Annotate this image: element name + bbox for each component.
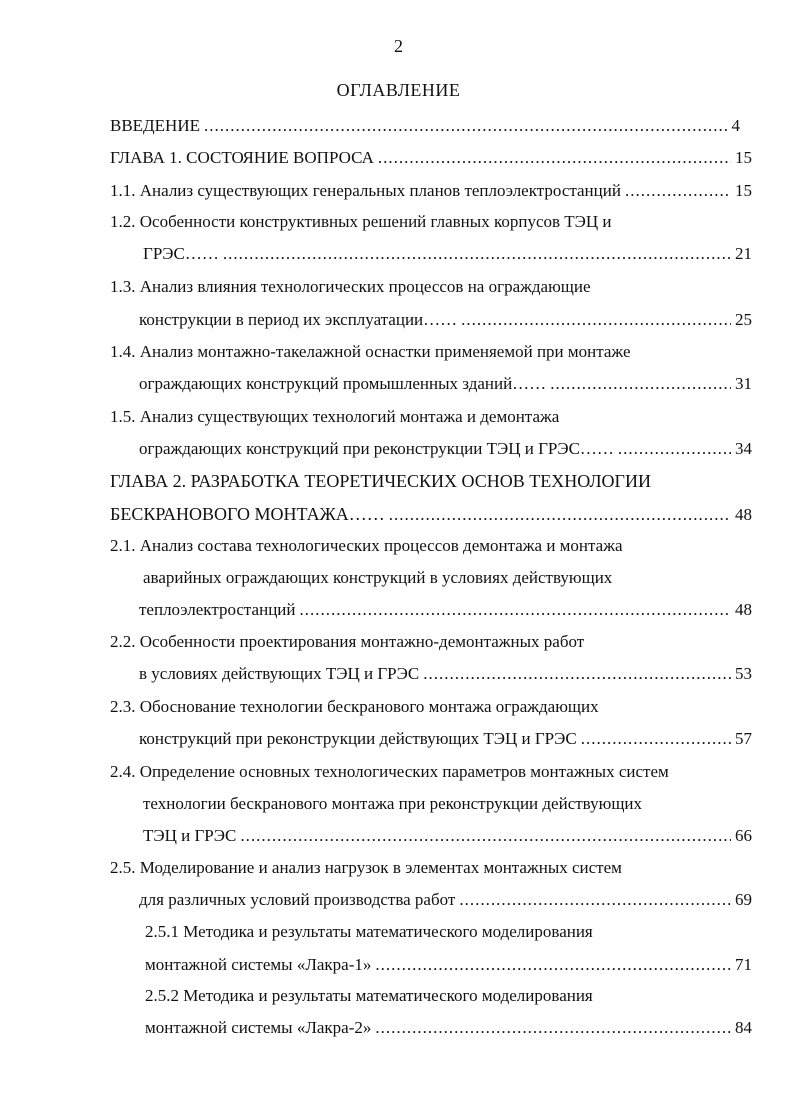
toc-entry-2-1-line2[interactable]: аварийных ограждающих конструкций в условиях действующих: [143, 568, 613, 587]
toc-entry-page: 71: [735, 955, 752, 974]
toc-entry-1-4-line1[interactable]: 1.4. Анализ монтажно-такелажной оснастки применяемой при монтаже: [110, 342, 631, 361]
dot-leader: [223, 242, 731, 266]
toc-entry-page: 15: [735, 148, 752, 167]
toc-entry-page: 57: [735, 729, 752, 748]
toc-entry-text: ВВЕДЕНИЕ: [110, 116, 200, 135]
dot-leader: [550, 372, 731, 396]
dot-leader: [461, 308, 731, 332]
toc-entry-2-2[interactable]: [139, 662, 752, 686]
dot-leader: [375, 1016, 731, 1040]
toc-entry-text: БЕСКРАНОВОГО МОНТАЖА……: [110, 504, 385, 524]
toc-entry-text: конструкции в период их эксплуатации……: [139, 310, 458, 329]
dot-leader: [240, 824, 731, 848]
toc-entry-2-3-line1[interactable]: 2.3. Обоснование технологии бескранового монтажа ограждающих: [110, 697, 599, 716]
toc-entry-1-3-line1[interactable]: 1.3. Анализ влияния технологических процессов на ограждающие: [110, 277, 591, 296]
toc-entry-1-2[interactable]: [143, 242, 752, 266]
toc-entry-intro[interactable]: [110, 114, 740, 138]
toc-entry-2-5-1-line1[interactable]: 2.5.1 Методика и результаты математического моделирования: [145, 922, 593, 941]
toc-entry-text: монтажной системы «Лакра-2»: [145, 1018, 372, 1037]
toc-entry-page: 48: [735, 600, 752, 619]
toc-entry-2-5-2-line1[interactable]: 2.5.2 Методика и результаты математического моделирования: [145, 986, 593, 1005]
toc-entry-text: ГРЭС……: [143, 244, 219, 263]
toc-entry-page: 66: [735, 826, 752, 845]
toc-entry-2-2-line1[interactable]: 2.2. Особенности проектирования монтажно-демонтажных работ: [110, 632, 585, 651]
toc-entry-text: ограждающих конструкций при реконструкции ТЭЦ и ГРЭС……: [139, 439, 614, 458]
toc-entry-page: 25: [735, 310, 752, 329]
toc-entry-text: монтажной системы «Лакра-1»: [145, 955, 372, 974]
toc-entry-text: 1.1. Анализ существующих генеральных планов теплоэлектростанций: [110, 181, 621, 200]
dot-leader: [389, 503, 731, 527]
toc-entry-page: 34: [735, 439, 752, 458]
toc-entry-page: 69: [735, 890, 752, 909]
toc-entry-page: 15: [735, 181, 752, 200]
toc-title: ОГЛАВЛЕНИЕ: [336, 80, 461, 100]
toc-entry-1-5[interactable]: [139, 437, 752, 461]
toc-entry-2-4-line1[interactable]: 2.4. Определение основных технологических параметров монтажных систем: [110, 762, 669, 781]
toc-entry-2-4-line2[interactable]: технологии бескранового монтажа при реконструкции действующих: [143, 794, 643, 813]
dot-leader: [375, 953, 731, 977]
dot-leader: [423, 662, 731, 686]
toc-entry-chapter-2[interactable]: [110, 502, 752, 526]
dot-leader: [300, 598, 732, 622]
toc-entry-2-5-2[interactable]: [145, 1016, 752, 1040]
toc-entry-1-2-line1[interactable]: 1.2. Особенности конструктивных решений главных корпусов ТЭЦ и: [110, 212, 612, 231]
toc-entry-text: в условиях действующих ТЭЦ и ГРЭС: [139, 664, 420, 683]
toc-entry-2-5-1[interactable]: [145, 953, 752, 977]
toc-entry-text: ограждающих конструкций промышленных зданий……: [139, 374, 547, 393]
dot-leader: [625, 179, 731, 203]
dot-leader: [618, 437, 731, 461]
toc-entry-text: ГЛАВА 1. СОСТОЯНИЕ ВОПРОСА: [110, 148, 374, 167]
toc-entry-text: ТЭЦ и ГРЭС: [143, 826, 237, 845]
toc-entry-text: для различных условий производства работ: [139, 890, 456, 909]
toc-entry-2-5-line1[interactable]: 2.5. Моделирование и анализ нагрузок в элементах монтажных систем: [110, 858, 622, 877]
toc-entry-page: 48: [735, 505, 752, 524]
dot-leader: [581, 727, 731, 751]
dot-leader: [378, 146, 731, 170]
toc-entry-page: 31: [735, 374, 752, 393]
toc-entry-1-3[interactable]: [139, 308, 752, 332]
toc-entry-page: 84: [735, 1018, 752, 1037]
toc-entry-2-1-line1[interactable]: 2.1. Анализ состава технологических процессов демонтажа и монтажа: [110, 536, 623, 555]
toc-entry-2-1[interactable]: [139, 598, 752, 622]
toc-entry-page: 21: [735, 244, 752, 263]
page-number: 2: [394, 36, 403, 56]
toc-entry-text: конструкций при реконструкции действующих ТЭЦ и ГРЭС: [139, 729, 577, 748]
toc-entry-2-5[interactable]: [139, 888, 752, 912]
toc-entry-page: 4: [731, 116, 740, 135]
toc-entry-1-1[interactable]: [110, 179, 752, 203]
toc-entry-2-4[interactable]: [143, 824, 752, 848]
toc-entry-text: теплоэлектростанций: [139, 600, 296, 619]
toc-entry-chapter-1[interactable]: [110, 146, 752, 170]
toc-entry-2-3[interactable]: [139, 727, 752, 751]
toc-entry-chapter-2-line1[interactable]: ГЛАВА 2. РАЗРАБОТКА ТЕОРЕТИЧЕСКИХ ОСНОВ ТЕХНОЛОГИИ: [110, 471, 651, 491]
toc-entry-1-5-line1[interactable]: 1.5. Анализ существующих технологий монтажа и демонтажа: [110, 407, 560, 426]
toc-entry-1-4[interactable]: [139, 372, 752, 396]
toc-entry-page: 53: [735, 664, 752, 683]
dot-leader: [204, 114, 728, 138]
dot-leader: [459, 888, 731, 912]
